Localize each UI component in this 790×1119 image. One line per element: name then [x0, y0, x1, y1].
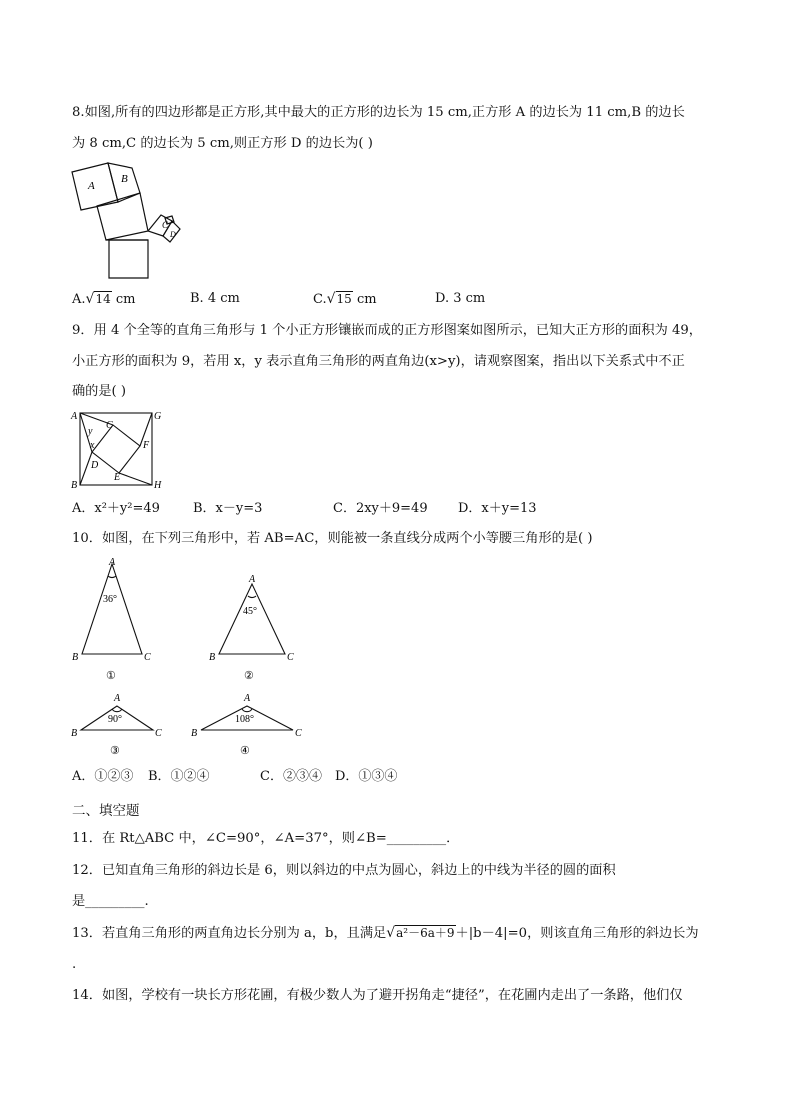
q10-figure	[66, 554, 316, 766]
tri3-number: ③	[110, 745, 120, 757]
q9-text-line3: 确的是( )	[72, 384, 127, 399]
sqrt-14: √14	[85, 291, 111, 307]
q9-text-line1: 9．用 4 个全等的直角三角形与 1 个小正方形镶嵌而成的正方形图案如图所示，已知大正方形的面积为 49，	[72, 323, 702, 338]
label-d: D	[170, 230, 176, 239]
square-c	[148, 215, 172, 236]
label-C: C	[106, 420, 113, 431]
tri2-angle-label: 45°	[243, 606, 257, 617]
q8-option-a[interactable]	[72, 290, 135, 309]
label-a: A	[88, 180, 95, 192]
q8-opt-a-prefix: A.	[72, 292, 86, 307]
tri3-right-label: C	[155, 728, 162, 739]
tri4-angle-label: 108°	[235, 714, 254, 725]
tri4-number: ④	[240, 745, 250, 757]
q8-opt-c-prefix: C.	[313, 292, 327, 307]
section-heading-fill-in: 二、填空题	[72, 803, 140, 819]
q8-opt-a-radicand: 14	[95, 292, 111, 306]
label-A: A	[71, 411, 78, 422]
q10-option-b[interactable]: B．①②④	[148, 769, 210, 784]
q10-option-a[interactable]: A．①②③	[72, 769, 134, 784]
label-G: G	[154, 411, 162, 422]
label-x: x	[90, 440, 95, 451]
q12-text-line2: 是_________.	[72, 894, 149, 909]
q9-text-line2: 小正方形的面积为 9，若用 x，y 表示直角三角形的两直角边(x>y)，请观察图案，指出以下关系式中不正	[72, 354, 685, 369]
tri3-apex-label: A	[114, 693, 121, 704]
tri2-right-label: C	[287, 652, 294, 663]
q13-text-line1	[72, 924, 699, 943]
q10-option-c[interactable]: C．②③④	[260, 769, 322, 784]
label-c: C	[162, 220, 169, 230]
q8-text-line2: 为 8 cm,C 的边长为 5 cm,则正方形 D 的边长为( )	[72, 136, 373, 151]
tri2-apex-label: A	[249, 574, 256, 585]
q12-text-line1: 12．已知直角三角形的斜边长是 6，则以斜边的中点为圆心，斜边上的中线为半径的圆的面积	[72, 863, 616, 878]
tri4-apex-label: A	[244, 693, 251, 704]
tri1-number: ①	[106, 670, 116, 682]
tri1-angle-label: 36°	[103, 594, 117, 605]
q10-text-line1: 10．如图，在下列三角形中，若 AB=AC，则能被一条直线分成两个小等腰三角形的是( )	[72, 531, 593, 546]
q9-option-b[interactable]: B．x－y=3	[193, 501, 263, 516]
tri1-apex-label: A	[109, 557, 116, 568]
q8-figure	[66, 160, 196, 282]
q8-text-line1: 8.如图,所有的四边形都是正方形,其中最大的正方形的边长为 15 cm,正方形 A 的边长为 11 cm,B 的边长	[72, 105, 685, 120]
label-E: E	[114, 472, 121, 483]
q8-option-d[interactable]: D. 3 cm	[435, 291, 486, 306]
sqrt-expression: √a²－6a＋9	[386, 925, 455, 941]
label-B: B	[71, 480, 78, 490]
q14-text-line1: 14．如图，学校有一块长方形花圃，有极少数人为了避开拐角走“捷径”，在花圃内走出了一条路，他们仅	[72, 988, 683, 1003]
tri3-angle-label: 90°	[108, 714, 122, 725]
q8-opt-c-radicand: 15	[336, 292, 352, 306]
tri4-right-label: C	[295, 728, 302, 739]
q9-option-a[interactable]: A．x²＋y²=49	[72, 501, 160, 516]
q13-prefix: 13．若直角三角形的两直角边长分别为 a，b，且满足	[72, 926, 387, 941]
q8-opt-c-unit: cm	[352, 292, 377, 307]
q11-text: 11．在 Rt△ABC 中，∠C=90°，∠A=37°，则∠B=_________．	[72, 831, 460, 846]
q10-option-d[interactable]: D．①③④	[335, 769, 398, 784]
tri1-right-label: C	[144, 652, 151, 663]
square-a	[72, 163, 118, 210]
label-b: B	[121, 173, 128, 185]
tri3-left-label: B	[71, 728, 78, 739]
tri2-number: ②	[244, 670, 254, 682]
triangle-2	[219, 584, 285, 654]
q8-option-c[interactable]	[313, 290, 377, 309]
label-D: D	[91, 460, 99, 471]
square-bottom	[109, 240, 148, 278]
q8-option-b[interactable]: B. 4 cm	[190, 291, 240, 306]
label-F: F	[143, 440, 150, 451]
tri1-left-label: B	[72, 652, 79, 663]
q9-option-c[interactable]: C．2xy＋9=49	[333, 501, 428, 516]
q9-option-d[interactable]: D．x＋y=13	[458, 501, 537, 516]
label-y: y	[88, 426, 93, 437]
q9-figure	[68, 408, 168, 490]
inner-square	[92, 425, 140, 473]
q8-opt-a-unit: cm	[111, 292, 136, 307]
q13-suffix: ＋|b－4|=0，则该直角三角形的斜边长为	[455, 926, 699, 941]
tri2-left-label: B	[209, 652, 216, 663]
tri4-left-label: B	[191, 728, 198, 739]
sqrt-15: √15	[326, 291, 352, 307]
q13-text-line2: .	[72, 957, 77, 972]
q13-radicand: a²－6a＋9	[396, 926, 455, 940]
label-H: H	[154, 480, 162, 490]
